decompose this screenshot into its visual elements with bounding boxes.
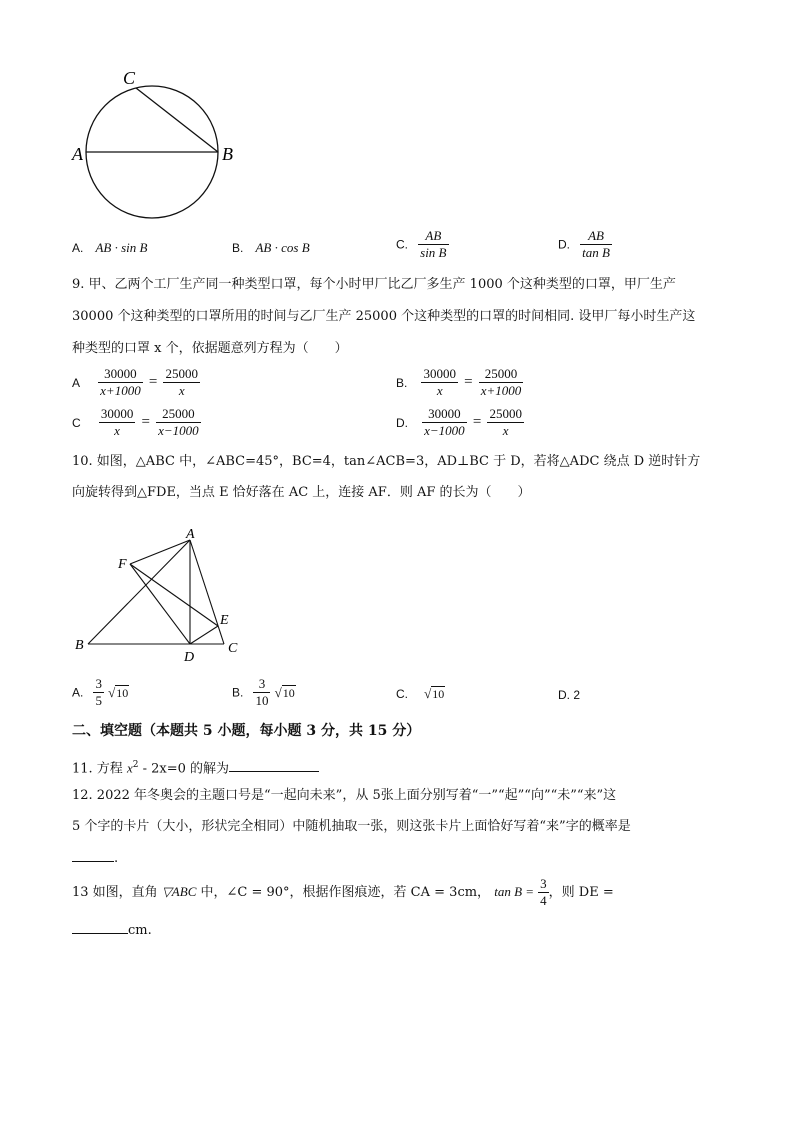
q10-option-d: D. 2 bbox=[558, 688, 581, 702]
q10-segment-ba bbox=[88, 540, 190, 644]
q8-option-c-fraction: $\frac{AB}{\text{sin B}}$ bbox=[420, 228, 447, 260]
q12-text-line-1: 12. 2022 年冬奥会的主题口号是“一起向未来”，从 5张上面分别写着“一”“起”“向”“未”“来”这 bbox=[72, 788, 617, 803]
q8-label-c: C bbox=[123, 68, 136, 88]
q10-label-d: D bbox=[184, 650, 195, 665]
q9-text-line-2: 30000 个这种类型的口罩所用的时间与乙厂生产 25000 个这种类型的口罩的时间相同. 设甲厂每小时生产这 bbox=[72, 309, 696, 324]
q13-text-line-1: 13 如图，直角 ▽ABC 中，∠C = 90°，根据作图痕迹，若 CA = 3cm， tan B = $\frac{3}{4}$ ，则 DE = bbox=[72, 876, 614, 908]
q10-text-line-2: 向旋转得到△FDE，当点 E 恰好落在 AC 上，连接 AF．则 AF 的长为（ ） bbox=[72, 485, 531, 500]
q8-figure bbox=[66, 64, 246, 224]
q9-text-line-3: 种类型的口罩 x 个，依据题意列方程为（ ） bbox=[72, 341, 348, 356]
q13-answer-line: cm. bbox=[72, 922, 152, 940]
q12-answer-line: . bbox=[72, 850, 118, 868]
q8-option-a: A. AB · sin B bbox=[72, 240, 148, 255]
q10-segment-fd bbox=[130, 564, 190, 644]
q10-option-a: A. $\frac{3}{5}$ √10 bbox=[72, 676, 129, 708]
q12-text-line-2: 5 个字的卡片（大小，形状完全相同）中随机抽取一张，则这张卡片上面恰好写着“来”字的概率是 bbox=[72, 819, 631, 834]
q10-label-c: C bbox=[228, 641, 238, 656]
q10-label-b: B bbox=[75, 638, 84, 653]
section-2-title: 二、填空题（本题共 5 小题，每小题 3 分，共 15 分） bbox=[72, 723, 421, 739]
q13-answer-blank[interactable] bbox=[72, 933, 128, 934]
q8-option-c: C. $\frac{AB}{\text{sin B}}$ bbox=[396, 228, 447, 260]
q8-option-b: B. AB · cos B bbox=[232, 240, 310, 255]
q10-segment-de bbox=[190, 626, 218, 644]
q10-option-c: C. √10 bbox=[396, 686, 445, 701]
q10-segment-ac bbox=[190, 540, 224, 644]
q11-answer-blank[interactable] bbox=[229, 771, 319, 772]
q9-option-b: B. $\frac{30000}{x}$ = $\frac{25000}{x+1000}$ bbox=[396, 366, 522, 398]
q10-text-line-1: 10. 如图，△ABC 中，∠ABC=45°，BC=4，tan∠ACB=3，AD⊥BC 于 D，若将△ADC 绕点 D 逆时针方 bbox=[72, 454, 701, 469]
sqrt-icon: √10 bbox=[108, 684, 129, 700]
sqrt-icon: √10 bbox=[274, 684, 295, 700]
q10-label-a: A bbox=[186, 527, 195, 542]
q10-label-e: E bbox=[220, 613, 229, 628]
q9-option-d: D. $\frac{30000}{x-1000}$ = $\frac{25000}{x}$ bbox=[396, 406, 522, 438]
q8-chord-cb bbox=[136, 88, 218, 152]
sqrt-icon: √10 bbox=[424, 686, 445, 701]
q9-option-a: A $\frac{30000}{x+1000}$ = $\frac{25000}{x}$ bbox=[72, 366, 198, 398]
q10-segment-fa bbox=[130, 540, 190, 564]
q10-label-f: F bbox=[118, 557, 127, 572]
q10-figure bbox=[70, 520, 250, 666]
q12-answer-blank[interactable] bbox=[72, 861, 114, 862]
q10-option-b: B. $\frac{3}{10}$ √10 bbox=[232, 676, 295, 708]
q8-label-a: A bbox=[72, 144, 83, 164]
q10-segment-fe bbox=[130, 564, 218, 626]
q9-option-c: C $\frac{30000}{x}$ = $\frac{25000}{x-1000}$ bbox=[72, 406, 199, 438]
q8-option-d-fraction: $\frac{AB}{\text{tan B}}$ bbox=[582, 228, 610, 260]
q8-label-b: B bbox=[222, 144, 233, 164]
q8-option-d: D. $\frac{AB}{\text{tan B}}$ bbox=[558, 228, 610, 260]
q9-text-line-1: 9. 甲、乙两个工厂生产同一种类型口罩，每个小时甲厂比乙厂多生产 1000 个这种类型的口罩，甲厂生产 bbox=[72, 277, 676, 292]
q11: 11. 方程 $x^2 - 2x=0$ 的解为 bbox=[72, 756, 319, 778]
